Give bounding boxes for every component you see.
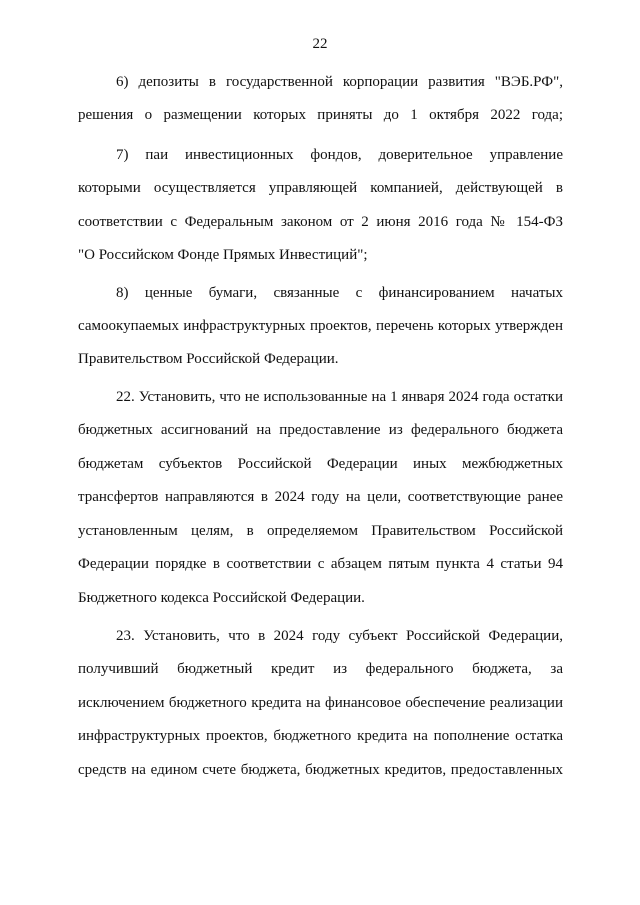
- text-line: 23. Установить, что в 2024 году субъект Российской Федерации,: [116, 628, 563, 644]
- text-line: 22. Установить, что не использованные на 1 января 2024 года остатки: [116, 389, 563, 405]
- text-line: бюджетных ассигнований на предоставление из федерального бюджета: [78, 422, 563, 438]
- text-line: Федерации порядке в соответствии с абзацем пятым пункта 4 статьи 94: [78, 556, 563, 572]
- text-line: установленным целям, в определяемом Правительством Российской: [78, 523, 563, 539]
- page-number: 22: [312, 36, 328, 52]
- text-line: 8) ценные бумаги, связанные с финансированием начатых: [116, 285, 563, 301]
- text-line: 7) паи инвестиционных фондов, доверительное управление: [116, 147, 563, 163]
- text-line: "О Российском Фонде Прямых Инвестиций";: [78, 247, 368, 263]
- text-line: Правительством Российской Федерации.: [78, 351, 339, 367]
- text-line: соответствии с Федеральным законом от 2 июня 2016 года № 154-ФЗ: [78, 214, 563, 230]
- text-line: трансфертов направляются в 2024 году на цели, соответствующие ранее: [78, 489, 563, 505]
- text-line: получивший бюджетный кредит из федерального бюджета, за: [78, 661, 563, 677]
- text-line: Бюджетного кодекса Российской Федерации.: [78, 590, 365, 606]
- text-line: средств на едином счете бюджета, бюджетных кредитов, предоставленных: [78, 762, 563, 778]
- text-line: 6) депозиты в государственной корпорации развития "ВЭБ.РФ",: [116, 74, 563, 90]
- text-line: бюджетам субъектов Российской Федерации иных межбюджетных: [78, 456, 563, 472]
- text-line: инфраструктурных проектов, бюджетного кредита на пополнение остатка: [78, 728, 563, 744]
- text-line: которыми осуществляется управляющей компанией, действующей в: [78, 180, 563, 196]
- text-line: самоокупаемых инфраструктурных проектов, перечень которых утвержден: [78, 318, 563, 334]
- text-line: исключением бюджетного кредита на финансовое обеспечение реализации: [78, 695, 563, 711]
- text-line: решения о размещении которых приняты до 1 октября 2022 года;: [78, 107, 563, 123]
